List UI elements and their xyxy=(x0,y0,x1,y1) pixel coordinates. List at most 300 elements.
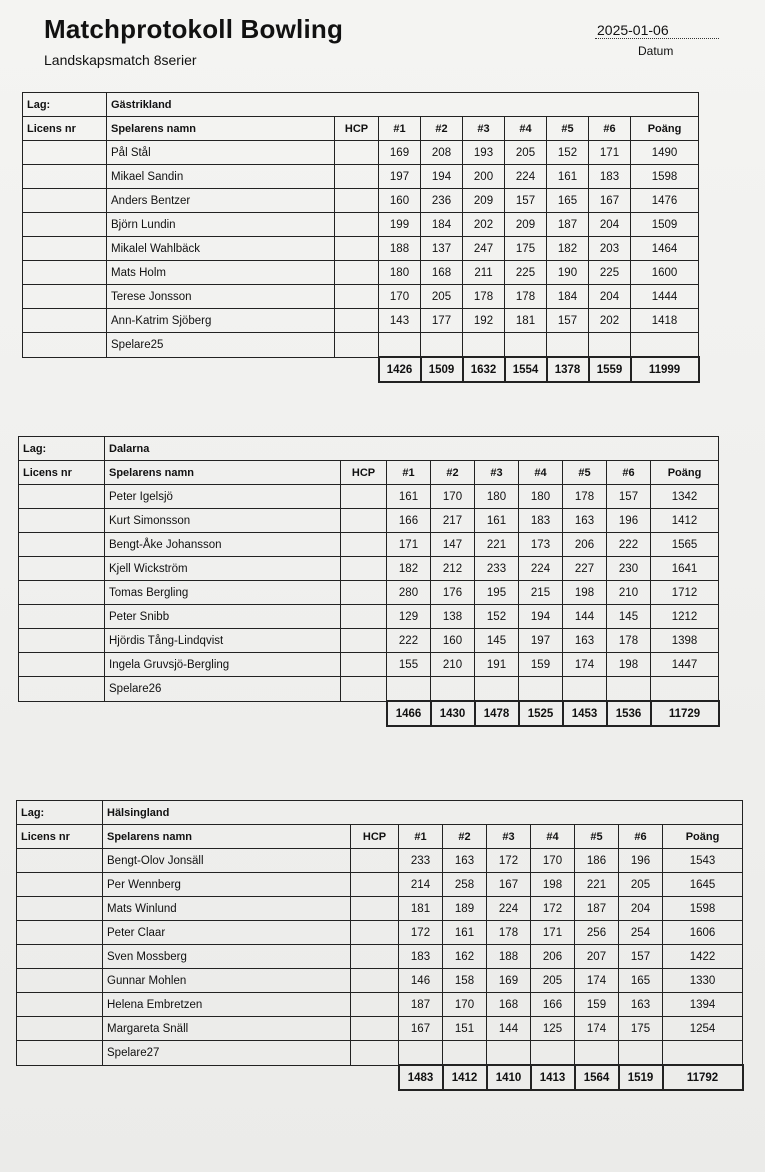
series-score: 225 xyxy=(505,261,547,285)
series-1-header: #1 xyxy=(399,825,443,849)
player-total: 1394 xyxy=(663,993,743,1017)
player-total: 1412 xyxy=(651,509,719,533)
player-total: 1543 xyxy=(663,849,743,873)
team-table xyxy=(22,92,700,383)
player-name: Spelare27 xyxy=(103,1041,351,1066)
series-score: 210 xyxy=(607,581,651,605)
series-score: 191 xyxy=(475,653,519,677)
hcp-cell xyxy=(341,629,387,653)
hcp-cell xyxy=(335,309,379,333)
player-name: Kjell Wickström xyxy=(105,557,341,581)
series-4-header: #4 xyxy=(531,825,575,849)
series-score: 182 xyxy=(547,237,589,261)
hcp-cell xyxy=(351,897,399,921)
series-total: 1453 xyxy=(563,701,607,726)
player-name-header: Spelarens namn xyxy=(103,825,351,849)
series-score: 236 xyxy=(421,189,463,213)
series-score: 160 xyxy=(379,189,421,213)
series-6-header: #6 xyxy=(619,825,663,849)
team-name-row xyxy=(23,93,699,117)
player-total xyxy=(663,1041,743,1066)
series-score xyxy=(421,333,463,358)
series-score: 205 xyxy=(505,141,547,165)
player-total: 1444 xyxy=(631,285,699,309)
series-score: 151 xyxy=(443,1017,487,1041)
series-score: 205 xyxy=(421,285,463,309)
series-score: 280 xyxy=(387,581,431,605)
player-name: Helena Embretzen xyxy=(103,993,351,1017)
series-5-header: #5 xyxy=(575,825,619,849)
lag-label: Lag: xyxy=(19,437,105,461)
player-name: Gunnar Mohlen xyxy=(103,969,351,993)
hcp-cell xyxy=(351,1017,399,1041)
series-score xyxy=(547,333,589,358)
series-score: 169 xyxy=(379,141,421,165)
player-total: 1606 xyxy=(663,921,743,945)
series-score: 181 xyxy=(505,309,547,333)
licens-cell xyxy=(17,1017,103,1041)
series-score: 137 xyxy=(421,237,463,261)
hcp-cell xyxy=(335,333,379,358)
column-header-row xyxy=(23,117,699,141)
series-score: 178 xyxy=(463,285,505,309)
series-2-header: #2 xyxy=(421,117,463,141)
series-score: 209 xyxy=(463,189,505,213)
series-score xyxy=(619,1041,663,1066)
points-header: Poäng xyxy=(651,461,719,485)
points-header: Poäng xyxy=(663,825,743,849)
player-total: 1398 xyxy=(651,629,719,653)
series-score: 254 xyxy=(619,921,663,945)
column-header-row xyxy=(17,825,743,849)
series-total: 1519 xyxy=(619,1065,663,1090)
licens-cell xyxy=(19,677,105,702)
player-total: 1598 xyxy=(663,897,743,921)
series-1-header: #1 xyxy=(387,461,431,485)
player-row xyxy=(17,873,743,897)
player-total: 1447 xyxy=(651,653,719,677)
series-score: 157 xyxy=(619,945,663,969)
series-score: 171 xyxy=(589,141,631,165)
player-total: 1600 xyxy=(631,261,699,285)
series-score: 166 xyxy=(387,509,431,533)
series-score: 211 xyxy=(463,261,505,285)
series-score: 206 xyxy=(563,533,607,557)
hcp-cell xyxy=(341,485,387,509)
series-total: 1564 xyxy=(575,1065,619,1090)
player-row xyxy=(23,141,699,165)
player-name: Anders Bentzer xyxy=(107,189,335,213)
player-row xyxy=(17,993,743,1017)
series-score: 222 xyxy=(607,533,651,557)
team-name: Gästrikland xyxy=(107,93,699,117)
team-name: Hälsingland xyxy=(103,801,743,825)
series-total: 1525 xyxy=(519,701,563,726)
series-total-row xyxy=(23,357,699,382)
player-row xyxy=(19,509,719,533)
series-score: 143 xyxy=(379,309,421,333)
series-5-header: #5 xyxy=(563,461,607,485)
series-score: 224 xyxy=(519,557,563,581)
series-total: 1536 xyxy=(607,701,651,726)
series-score: 230 xyxy=(607,557,651,581)
series-score: 196 xyxy=(607,509,651,533)
page-title: Matchprotokoll Bowling xyxy=(44,14,344,44)
licens-cell xyxy=(19,605,105,629)
series-score: 203 xyxy=(589,237,631,261)
hcp-header: HCP xyxy=(351,825,399,849)
series-score: 184 xyxy=(421,213,463,237)
hcp-cell xyxy=(341,605,387,629)
team-table xyxy=(16,800,744,1091)
series-2-header: #2 xyxy=(443,825,487,849)
series-score: 168 xyxy=(487,993,531,1017)
series-score: 170 xyxy=(531,849,575,873)
series-score: 183 xyxy=(589,165,631,189)
licens-cell xyxy=(23,213,107,237)
player-total: 1509 xyxy=(631,213,699,237)
player-row xyxy=(17,921,743,945)
player-row xyxy=(19,557,719,581)
player-name: Peter Snibb xyxy=(105,605,341,629)
series-score: 187 xyxy=(547,213,589,237)
grand-total: 11792 xyxy=(663,1065,743,1090)
series-score: 168 xyxy=(421,261,463,285)
series-score: 138 xyxy=(431,605,475,629)
series-score: 165 xyxy=(619,969,663,993)
player-name: Ann-Katrim Sjöberg xyxy=(107,309,335,333)
series-total: 1466 xyxy=(387,701,431,726)
series-score: 175 xyxy=(505,237,547,261)
series-score: 161 xyxy=(547,165,589,189)
player-name: Hjördis Tång-Lindqvist xyxy=(105,629,341,653)
series-total: 1632 xyxy=(463,357,505,382)
series-score: 162 xyxy=(443,945,487,969)
series-score: 189 xyxy=(443,897,487,921)
series-score: 205 xyxy=(531,969,575,993)
series-score xyxy=(475,677,519,702)
series-3-header: #3 xyxy=(475,461,519,485)
licens-cell xyxy=(17,945,103,969)
hcp-cell xyxy=(351,1041,399,1066)
hcp-cell xyxy=(351,849,399,873)
series-score: 210 xyxy=(431,653,475,677)
series-score: 170 xyxy=(431,485,475,509)
series-4-header: #4 xyxy=(519,461,563,485)
series-score xyxy=(387,677,431,702)
series-total: 1410 xyxy=(487,1065,531,1090)
lag-label: Lag: xyxy=(23,93,107,117)
series-score xyxy=(505,333,547,358)
player-name: Peter Igelsjö xyxy=(105,485,341,509)
series-score: 204 xyxy=(589,213,631,237)
licens-cell xyxy=(23,309,107,333)
series-score: 204 xyxy=(589,285,631,309)
series-score: 256 xyxy=(575,921,619,945)
series-6-header: #6 xyxy=(607,461,651,485)
series-score: 180 xyxy=(379,261,421,285)
series-score: 188 xyxy=(379,237,421,261)
player-row xyxy=(17,1041,743,1066)
licens-header: Licens nr xyxy=(17,825,103,849)
hcp-header: HCP xyxy=(335,117,379,141)
player-name: Spelare25 xyxy=(107,333,335,358)
licens-cell xyxy=(17,873,103,897)
series-score: 177 xyxy=(421,309,463,333)
series-score: 170 xyxy=(443,993,487,1017)
series-score: 172 xyxy=(487,849,531,873)
player-total: 1645 xyxy=(663,873,743,897)
series-score: 199 xyxy=(379,213,421,237)
series-score: 171 xyxy=(387,533,431,557)
series-score: 184 xyxy=(547,285,589,309)
player-total: 1464 xyxy=(631,237,699,261)
series-score: 125 xyxy=(531,1017,575,1041)
hcp-cell xyxy=(335,165,379,189)
series-score: 212 xyxy=(431,557,475,581)
column-header-row xyxy=(19,461,719,485)
series-score: 221 xyxy=(575,873,619,897)
series-score: 159 xyxy=(519,653,563,677)
totals-spacer xyxy=(19,701,387,726)
licens-cell xyxy=(17,969,103,993)
series-score: 163 xyxy=(443,849,487,873)
hcp-cell xyxy=(351,945,399,969)
licens-cell xyxy=(23,237,107,261)
player-total: 1598 xyxy=(631,165,699,189)
series-score: 198 xyxy=(563,581,607,605)
player-name: Peter Claar xyxy=(103,921,351,945)
series-score xyxy=(519,677,563,702)
page-subtitle: Landskapsmatch 8serier xyxy=(44,52,197,68)
date-value: 2025-01-06 xyxy=(595,22,719,39)
series-score: 178 xyxy=(607,629,651,653)
hcp-cell xyxy=(351,969,399,993)
player-name: Pål Stål xyxy=(107,141,335,165)
licens-cell xyxy=(17,897,103,921)
series-score: 155 xyxy=(387,653,431,677)
series-score: 207 xyxy=(575,945,619,969)
series-score: 174 xyxy=(563,653,607,677)
player-row xyxy=(23,309,699,333)
series-score xyxy=(607,677,651,702)
series-score: 157 xyxy=(547,309,589,333)
series-score: 174 xyxy=(575,1017,619,1041)
player-name: Per Wennberg xyxy=(103,873,351,897)
series-score: 187 xyxy=(575,897,619,921)
hcp-cell xyxy=(335,189,379,213)
player-name-header: Spelarens namn xyxy=(105,461,341,485)
player-row xyxy=(23,165,699,189)
player-name: Bengt-Åke Johansson xyxy=(105,533,341,557)
player-row xyxy=(19,605,719,629)
series-score: 173 xyxy=(519,533,563,557)
series-3-header: #3 xyxy=(463,117,505,141)
series-score: 145 xyxy=(475,629,519,653)
hcp-header: HCP xyxy=(341,461,387,485)
series-score: 170 xyxy=(379,285,421,309)
player-name: Tomas Bergling xyxy=(105,581,341,605)
licens-cell xyxy=(23,189,107,213)
player-row xyxy=(17,849,743,873)
series-score: 146 xyxy=(399,969,443,993)
hcp-cell xyxy=(341,581,387,605)
hcp-cell xyxy=(341,677,387,702)
team-name: Dalarna xyxy=(105,437,719,461)
licens-header: Licens nr xyxy=(19,461,105,485)
series-total-row xyxy=(19,701,719,726)
player-total: 1490 xyxy=(631,141,699,165)
series-total-row xyxy=(17,1065,743,1090)
player-total: 1254 xyxy=(663,1017,743,1041)
player-total: 1641 xyxy=(651,557,719,581)
hcp-cell xyxy=(351,993,399,1017)
player-total: 1422 xyxy=(663,945,743,969)
player-total: 1476 xyxy=(631,189,699,213)
series-score: 167 xyxy=(589,189,631,213)
series-score: 178 xyxy=(563,485,607,509)
licens-cell xyxy=(19,533,105,557)
player-name: Margareta Snäll xyxy=(103,1017,351,1041)
player-name: Mikael Sandin xyxy=(107,165,335,189)
licens-cell xyxy=(23,261,107,285)
series-score: 172 xyxy=(531,897,575,921)
series-3-header: #3 xyxy=(487,825,531,849)
player-name: Björn Lundin xyxy=(107,213,335,237)
player-total: 1212 xyxy=(651,605,719,629)
series-score xyxy=(563,677,607,702)
series-score: 152 xyxy=(475,605,519,629)
player-row xyxy=(17,897,743,921)
series-score: 196 xyxy=(619,849,663,873)
series-score: 180 xyxy=(475,485,519,509)
series-score: 193 xyxy=(463,141,505,165)
player-name: Ingela Gruvsjö-Bergling xyxy=(105,653,341,677)
series-score xyxy=(589,333,631,358)
series-score: 180 xyxy=(519,485,563,509)
series-score: 182 xyxy=(387,557,431,581)
series-score: 247 xyxy=(463,237,505,261)
series-score: 183 xyxy=(399,945,443,969)
series-score xyxy=(399,1041,443,1066)
series-score: 160 xyxy=(431,629,475,653)
series-score: 190 xyxy=(547,261,589,285)
player-name: Mats Winlund xyxy=(103,897,351,921)
series-score: 172 xyxy=(399,921,443,945)
series-score xyxy=(531,1041,575,1066)
hcp-cell xyxy=(335,141,379,165)
hcp-cell xyxy=(341,557,387,581)
licens-cell xyxy=(23,333,107,358)
series-score xyxy=(487,1041,531,1066)
series-total: 1378 xyxy=(547,357,589,382)
series-score: 158 xyxy=(443,969,487,993)
series-score xyxy=(463,333,505,358)
series-score: 221 xyxy=(475,533,519,557)
hcp-cell xyxy=(335,213,379,237)
licens-cell xyxy=(19,629,105,653)
player-name: Mikalel Wahlbäck xyxy=(107,237,335,261)
player-total: 1565 xyxy=(651,533,719,557)
series-score: 183 xyxy=(519,509,563,533)
player-name: Sven Mossberg xyxy=(103,945,351,969)
licens-cell xyxy=(23,141,107,165)
player-row xyxy=(19,653,719,677)
series-score xyxy=(575,1041,619,1066)
series-score: 175 xyxy=(619,1017,663,1041)
series-score: 161 xyxy=(443,921,487,945)
points-header: Poäng xyxy=(631,117,699,141)
player-total xyxy=(651,677,719,702)
series-score: 178 xyxy=(487,921,531,945)
series-score: 198 xyxy=(607,653,651,677)
series-score: 129 xyxy=(387,605,431,629)
series-score: 167 xyxy=(487,873,531,897)
player-total: 1342 xyxy=(651,485,719,509)
series-6-header: #6 xyxy=(589,117,631,141)
series-score: 157 xyxy=(505,189,547,213)
player-row xyxy=(23,261,699,285)
hcp-cell xyxy=(351,873,399,897)
series-score: 165 xyxy=(547,189,589,213)
series-score: 208 xyxy=(421,141,463,165)
series-score: 163 xyxy=(563,509,607,533)
hcp-cell xyxy=(341,533,387,557)
series-score xyxy=(431,677,475,702)
series-2-header: #2 xyxy=(431,461,475,485)
player-name: Terese Jonsson xyxy=(107,285,335,309)
date-label: Datum xyxy=(638,44,674,58)
player-name: Mats Holm xyxy=(107,261,335,285)
grand-total: 11729 xyxy=(651,701,719,726)
series-score: 166 xyxy=(531,993,575,1017)
series-score: 144 xyxy=(487,1017,531,1041)
series-total: 1413 xyxy=(531,1065,575,1090)
series-score: 214 xyxy=(399,873,443,897)
series-score: 163 xyxy=(619,993,663,1017)
series-score: 233 xyxy=(399,849,443,873)
series-score xyxy=(443,1041,487,1066)
series-total: 1426 xyxy=(379,357,421,382)
hcp-cell xyxy=(341,509,387,533)
series-score: 197 xyxy=(379,165,421,189)
hcp-cell xyxy=(341,653,387,677)
series-score: 202 xyxy=(589,309,631,333)
series-score: 174 xyxy=(575,969,619,993)
series-score: 202 xyxy=(463,213,505,237)
series-score: 194 xyxy=(519,605,563,629)
series-score: 215 xyxy=(519,581,563,605)
series-score: 187 xyxy=(399,993,443,1017)
series-score: 163 xyxy=(563,629,607,653)
series-total: 1483 xyxy=(399,1065,443,1090)
licens-cell xyxy=(19,557,105,581)
player-name: Spelare26 xyxy=(105,677,341,702)
licens-cell xyxy=(17,921,103,945)
series-score: 192 xyxy=(463,309,505,333)
series-score: 198 xyxy=(531,873,575,897)
series-score: 200 xyxy=(463,165,505,189)
licens-cell xyxy=(19,653,105,677)
series-score xyxy=(379,333,421,358)
grand-total: 11999 xyxy=(631,357,699,382)
player-row xyxy=(17,945,743,969)
series-score: 171 xyxy=(531,921,575,945)
series-score: 161 xyxy=(475,509,519,533)
player-row xyxy=(19,677,719,702)
player-row xyxy=(19,533,719,557)
series-score: 222 xyxy=(387,629,431,653)
